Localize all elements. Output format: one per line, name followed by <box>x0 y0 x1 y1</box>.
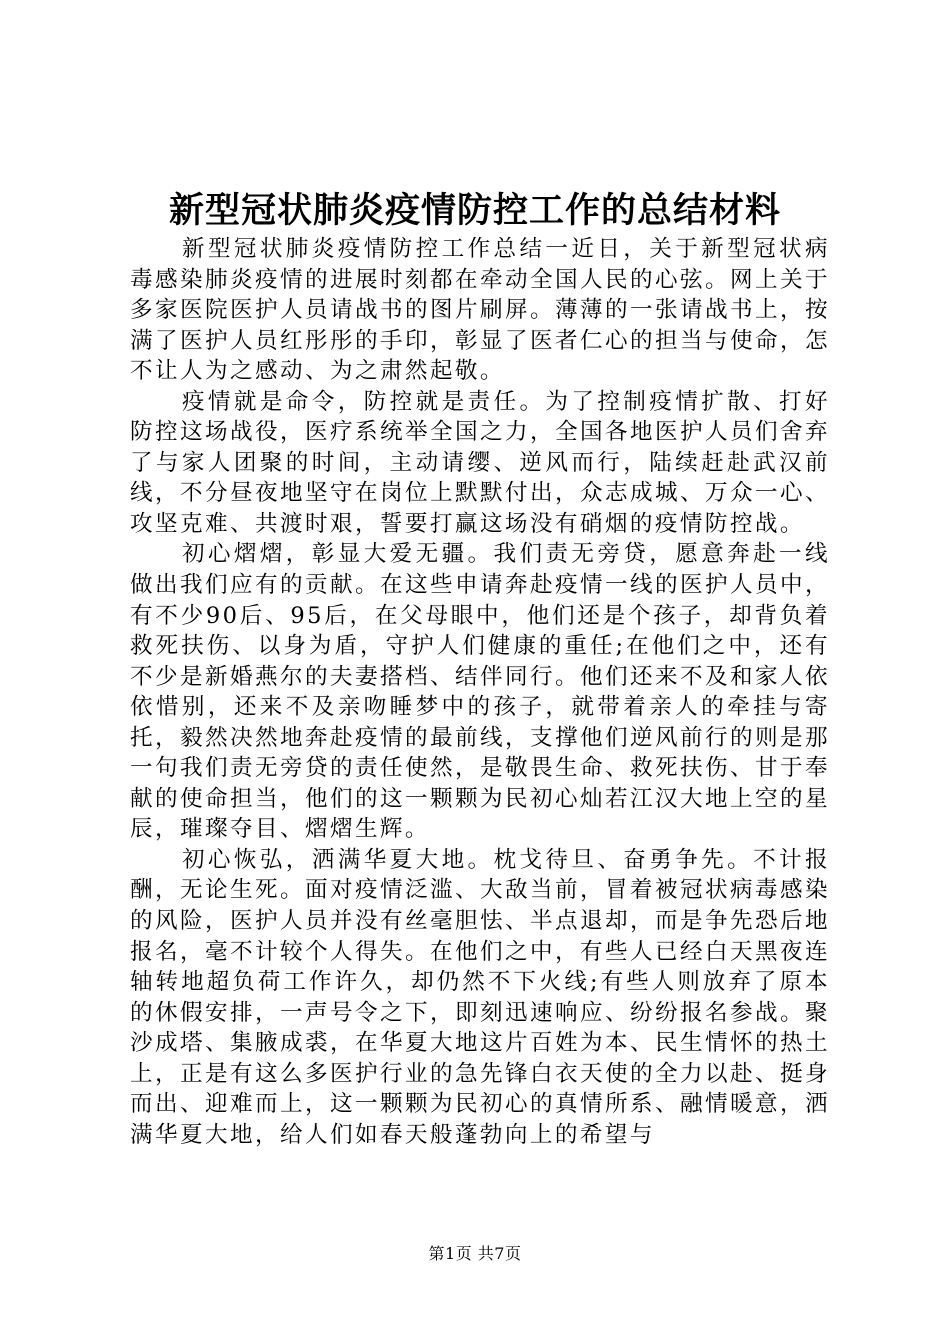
page-number-footer: 第1页 共7页 <box>428 1244 522 1263</box>
paragraph-4: 初心恢弘，洒满华夏大地。枕戈待旦、奋勇争先。不计报酬，无论生死。面对疫情泛滥、大敌当前，冒着被冠状病毒感染的风险，医护人员并没有丝毫胆怯、半点退却，而是争先恐后地报名，毫不计较个人得失。在他们之中，有些人已经白天黑夜连轴转地超负荷工作许久，却仍然不下火线;有些人则放弃了原本的休假安排，一声号令之下，即刻迅速响应、纷纷报名参战。聚沙成塔、集腋成裘，在华夏大地这片百姓为本、民生情怀的热土上，正是有这么多医护行业的急先锋白衣天使的全力以赴、挺身而出、迎难而上，这一颗颗为民初心的真情所系、融情暖意，洒满华夏大地，给人们如春天般蓬勃向上的希望与 <box>130 846 830 1148</box>
paragraph-2: 疫情就是命令，防控就是责任。为了控制疫情扩散、打好防控这场战役，医疗系统举全国之力，全国各地医护人员们舍弃了与家人团聚的时间，主动请缨、逆风而行，陆续赶赴武汉前线，不分昼夜地坚守在岗位上默默付出，众志成城、万众一心、攻坚克难、共渡时艰，誓要打赢这场没有硝烟的疫情防控战。 <box>130 388 830 537</box>
document-body <box>130 234 830 1150</box>
document-title: 新型冠状肺炎疫情防控工作的总结材料 <box>168 190 781 231</box>
paragraph-3: 初心熠熠，彰显大爱无疆。我们责无旁贷，愿意奔赴一线做出我们应有的贡献。在这些申请奔赴疫情一线的医护人员中，有不少90后、95后，在父母眼中，他们还是个孩子，却背负着救死扶伤、以身为盾，守护人们健康的重任;在他们之中，还有不少是新婚燕尔的夫妻搭档、结伴同行。他们还来不及和家人依依惜别，还来不及亲吻睡梦中的孩子，就带着亲人的牵挂与寄托，毅然决然地奔赴疫情的最前线，支撑他们逆风前行的则是那一句我们责无旁贷的责任使然，是敬畏生命、救死扶伤、甘于奉献的使命担当，他们的这一颗颗为民初心灿若江汉大地上空的星辰，璀璨夺目、熠熠生辉。 <box>130 541 830 843</box>
paragraph-1: 新型冠状肺炎疫情防控工作总结一近日，关于新型冠状病毒感染肺炎疫情的进展时刻都在牵动全国人民的心弦。网上关于多家医院医护人员请战书的图片刷屏。薄薄的一张请战书上，按满了医护人员红彤彤的手印，彰显了医者仁心的担当与使命，怎不让人为之感动、为之肃然起敬。 <box>130 236 830 385</box>
